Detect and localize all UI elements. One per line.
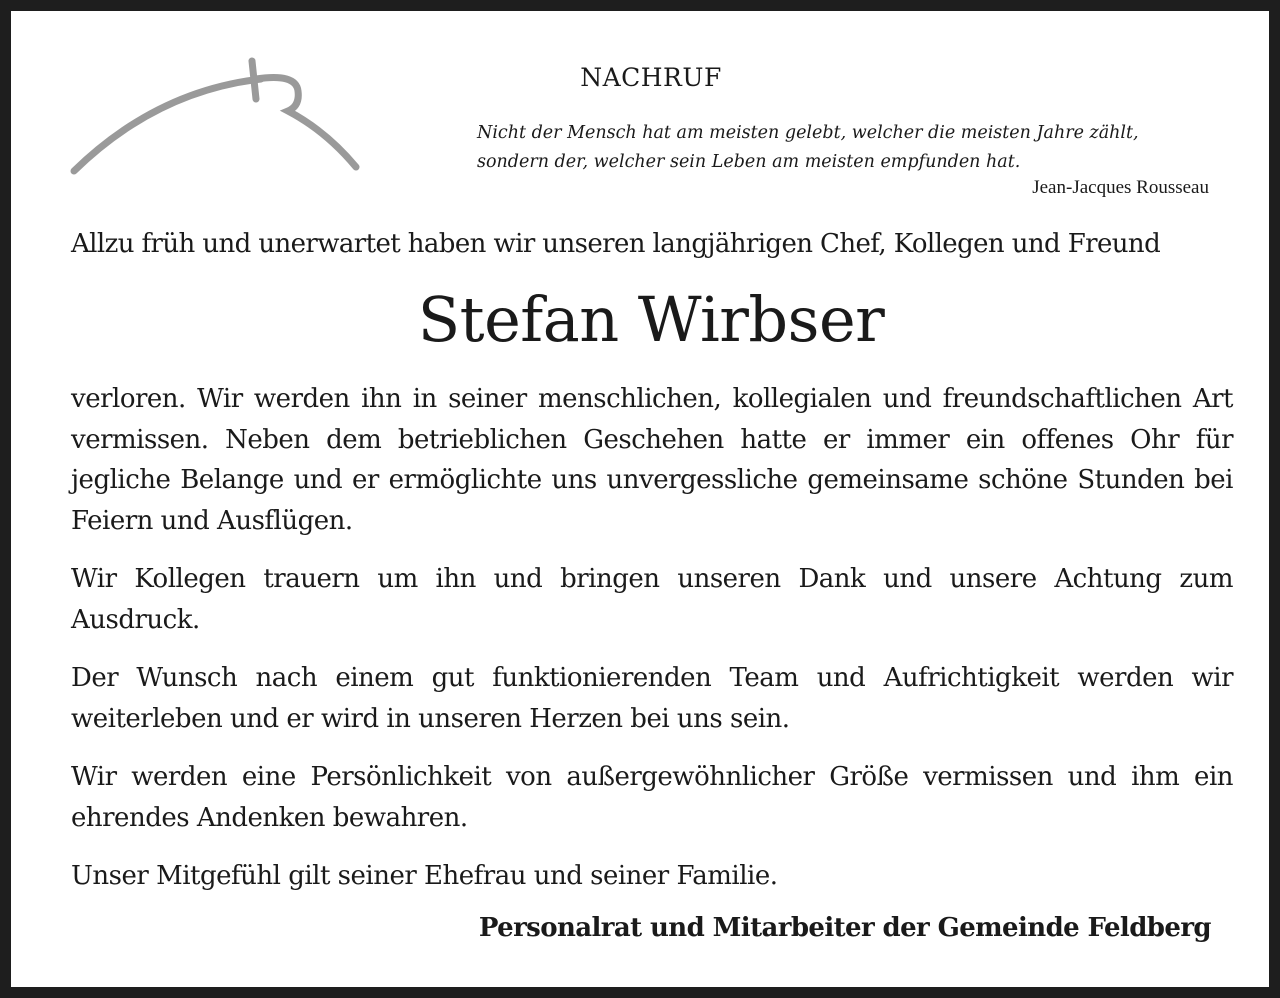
intro-text: Allzu früh und unerwartet haben wir unseren langjährigen Chef, Kollegen und Freund <box>71 229 1161 259</box>
mountain-logo-icon <box>66 51 366 181</box>
paragraph: Unser Mitgefühl gilt seiner Ehefrau und seiner Familie. <box>71 861 778 891</box>
obituary-title: NACHRUF <box>580 63 722 92</box>
deceased-name: Stefan Wirbser <box>417 283 885 356</box>
quote-line: Nicht der Mensch hat am meisten gelebt, welcher die meisten Jahre zählt, <box>477 123 1139 143</box>
obituary-body <box>71 379 1233 915</box>
paragraph: Wir werden eine Persönlichkeit von außergewöhnlicher Größe vermissen und ihm ein ehrendes Andenken bewahren. <box>71 762 1233 833</box>
paragraph: Der Wunsch nach einem gut funktionierenden Team und Aufrichtigkeit werden wir weiterleben und er wird in unseren Herzen bei uns sein. <box>71 663 1233 734</box>
signature: Personalrat und Mitarbeiter der Gemeinde Feldberg <box>478 913 1211 943</box>
paragraph: Wir Kollegen trauern um ihn und bringen unseren Dank und unsere Achtung zum Ausdruck. <box>71 564 1233 635</box>
quote-author: Jean-Jacques Rousseau <box>1032 177 1209 198</box>
paragraph: verloren. Wir werden ihn in seiner menschlichen, kollegialen und freundschaftlichen Art vermissen. Neben dem betrieblichen Geschehen hatte er immer ein offenes Ohr für jegliche Belange und er ermöglichte uns unvergessliche gemeinsame schöne Stunden bei Feiern und Ausflügen. <box>71 384 1233 536</box>
quote-line: sondern der, welcher sein Leben am meisten empfunden hat. <box>477 152 1021 172</box>
quote <box>477 119 1237 177</box>
